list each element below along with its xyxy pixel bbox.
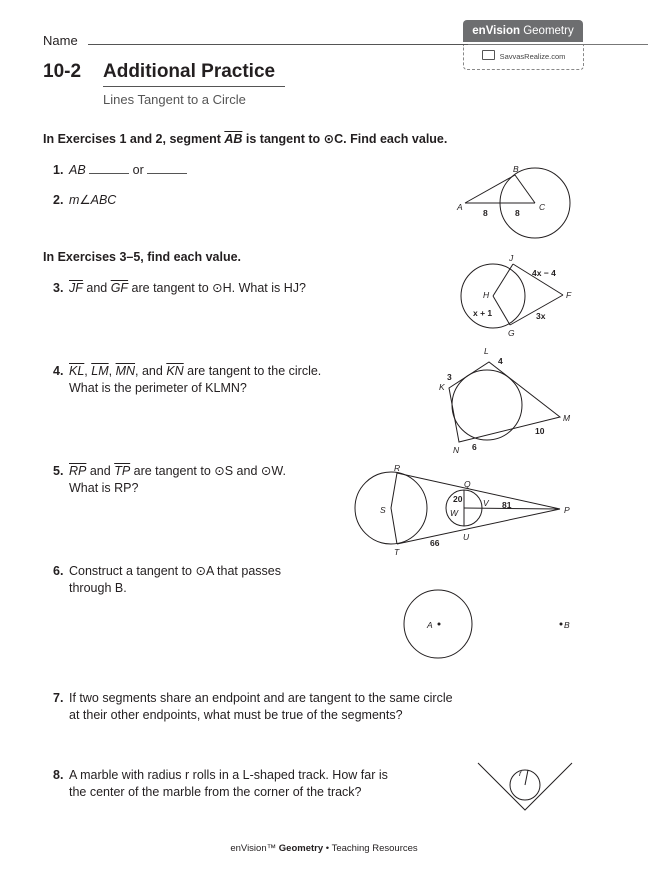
exercise-6: 6. Construct a tangent to ⊙A that passes through B. xyxy=(53,564,281,595)
svg-text:20: 20 xyxy=(453,494,463,504)
svg-text:4: 4 xyxy=(498,356,503,366)
svg-text:N: N xyxy=(453,445,460,455)
svg-text:Q: Q xyxy=(464,479,471,489)
savvas-site: SavvasRealize.com xyxy=(499,52,566,61)
svg-text:x + 1: x + 1 xyxy=(473,308,493,318)
exercise-1: 1. AB or xyxy=(53,162,187,179)
exercise-5: 5. $\overline{RP}$ and $\overline{TP}$ are tangent to ⊙S and ⊙W. What is RP? xyxy=(53,464,286,495)
page-footer: enVision™ Geometry • Teaching Resources xyxy=(230,843,418,854)
svg-text:6: 6 xyxy=(472,442,477,452)
figure-marble-track xyxy=(475,760,575,820)
svg-text:H: H xyxy=(483,290,490,300)
lesson-title: Additional Practice xyxy=(103,61,276,82)
exercise-4: 4. $\overline{KL}$, $\overline{LM}$, $\overline{MN}$, and $\overline{KN}$ are tangent to the circle. What is the perimeter of KLMN? xyxy=(53,364,322,395)
svg-text:S: S xyxy=(380,505,386,515)
figure-kite-tangents xyxy=(455,252,585,342)
svg-text:L: L xyxy=(484,346,489,356)
svg-text:A: A xyxy=(457,202,463,212)
exercise-2: 2. m∠ABC xyxy=(53,193,117,207)
svg-text:B: B xyxy=(513,164,519,174)
svg-text:81: 81 xyxy=(502,500,512,510)
svg-text:4x − 4: 4x − 4 xyxy=(532,268,556,278)
svg-text:F: F xyxy=(566,290,572,300)
svg-text:A: A xyxy=(427,620,433,630)
svg-text:U: U xyxy=(463,532,470,542)
instructions-1-2: In Exercises 1 and 2, segment $\overline{AB}$ is tangent to ⊙C. Find each value. xyxy=(43,132,448,146)
svg-text:3: 3 xyxy=(447,372,452,382)
name-label: Name xyxy=(43,33,78,48)
svg-text:P: P xyxy=(564,505,570,515)
svg-text:66: 66 xyxy=(430,538,440,548)
svg-text:C: C xyxy=(539,202,546,212)
figure-tangent-ab xyxy=(455,160,585,245)
svg-text:V: V xyxy=(483,498,489,508)
svg-text:M: M xyxy=(563,413,571,423)
svg-text:8: 8 xyxy=(515,208,520,218)
computer-icon xyxy=(482,50,495,60)
figure-two-circles-tangents xyxy=(350,460,590,565)
exercise-7: 7. If two segments share an endpoint and are tangent to the same circle at their other endpoints, what must be true of the segments? xyxy=(53,691,453,722)
svg-text:B: B xyxy=(564,620,570,630)
svg-text:R: R xyxy=(394,463,401,473)
lesson-number: 10-2 xyxy=(43,61,82,82)
instructions-3-5: In Exercises 3–5, find each value. xyxy=(43,250,242,264)
figure-quadrilateral-circle xyxy=(435,345,575,457)
envision-geometry-logo: enVision Geometry xyxy=(463,20,583,42)
svg-text:3x: 3x xyxy=(536,311,546,321)
answer-blank-1b[interactable] xyxy=(147,173,187,174)
title-rule xyxy=(103,86,285,87)
exercise-8: 8. A marble with radius r rolls in a L-shaped track. How far is the center of the marble from the corner of the track? xyxy=(53,768,388,799)
svg-text:G: G xyxy=(508,328,515,338)
svg-text:r: r xyxy=(519,768,522,778)
exercise-3: 3. $\overline{JF}$ and $\overline{GF}$ are tangent to ⊙H. What is HJ? xyxy=(53,281,306,295)
svg-text:J: J xyxy=(509,253,514,263)
svg-text:K: K xyxy=(439,382,445,392)
figure-construct-tangent xyxy=(400,590,580,665)
answer-blank-1a[interactable] xyxy=(89,173,129,174)
svg-text:T: T xyxy=(394,547,400,557)
svg-text:10: 10 xyxy=(535,426,545,436)
svg-text:W: W xyxy=(450,508,459,518)
lesson-subtitle: Lines Tangent to a Circle xyxy=(103,92,246,107)
svg-text:8: 8 xyxy=(483,208,488,218)
savvas-realize-badge xyxy=(463,45,584,70)
name-line xyxy=(88,44,468,45)
